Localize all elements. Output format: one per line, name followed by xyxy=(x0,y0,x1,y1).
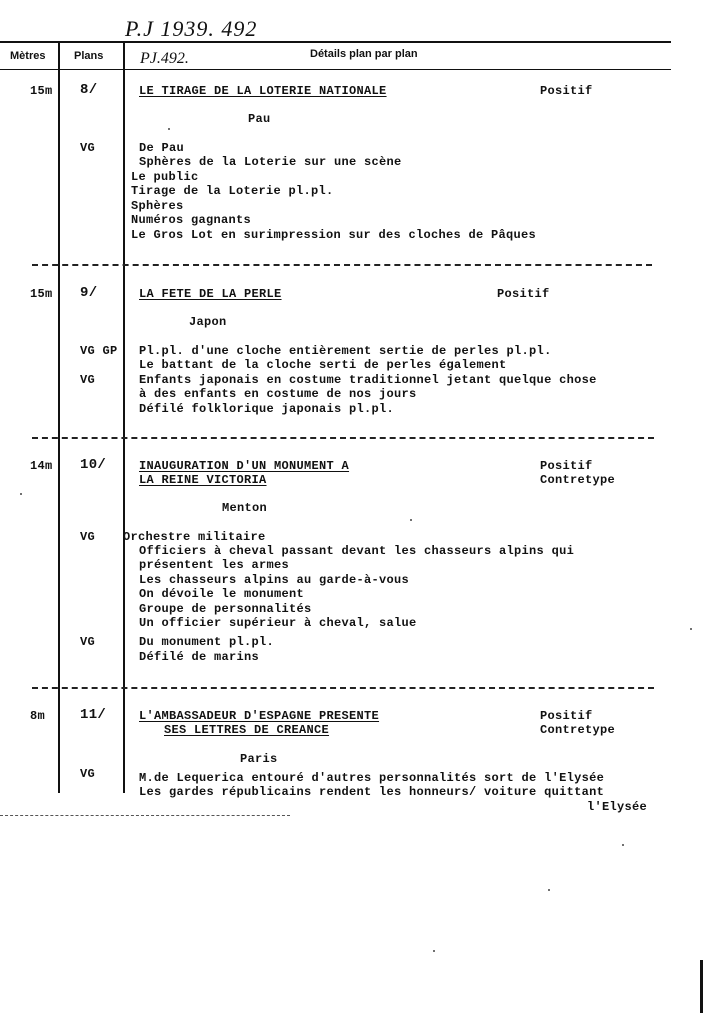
shot-plan: VG xyxy=(80,530,96,544)
entry-type: Positif xyxy=(540,84,593,98)
shot-line: Le battant de la cloche serti de perles également xyxy=(139,358,507,372)
entry-number: 11/ xyxy=(80,707,107,723)
shot-line: Le public xyxy=(131,170,199,184)
handwritten-plans-note: PJ.492. xyxy=(140,50,189,67)
entry-type: Contretype xyxy=(540,473,616,487)
shot-line: Défilé de marins xyxy=(139,650,260,664)
shot-line: On dévoile le monument xyxy=(139,587,305,601)
shot-plan: VG xyxy=(80,635,96,649)
shot-plan: VG xyxy=(80,767,96,781)
shot-line: Un officier supérieur à cheval, salue xyxy=(139,616,417,630)
entry-number: 10/ xyxy=(80,457,107,473)
shot-line: Les chasseurs alpins au garde-à-vous xyxy=(139,573,410,587)
entry-separator xyxy=(32,687,654,689)
header-rule-top xyxy=(0,41,671,43)
scan-edge-mark xyxy=(700,960,703,1013)
scan-speck xyxy=(20,493,22,495)
entry-type: Positif xyxy=(540,459,593,473)
entry-metres: 15m xyxy=(30,287,53,301)
shot-plan: VG GP xyxy=(80,344,118,358)
footer-separator xyxy=(0,815,290,816)
entry-title: LA FETE DE LA PERLE xyxy=(139,287,282,301)
column-header-details: Détails plan par plan xyxy=(310,48,418,60)
shot-line: Défilé folklorique japonais pl.pl. xyxy=(139,402,395,416)
shot-line: Officiers à cheval passant devant les chasseurs alpins qui xyxy=(139,544,575,558)
entry-title: LA REINE VICTORIA xyxy=(139,473,267,487)
header-rule-bottom xyxy=(0,69,671,70)
shot-line: l'Elysée xyxy=(587,800,648,814)
scan-speck xyxy=(690,628,692,630)
entry-type: Contretype xyxy=(540,723,616,737)
shot-line: Du monument pl.pl. xyxy=(139,635,275,649)
entry-number: 8/ xyxy=(80,82,98,98)
shot-line: Sphères xyxy=(131,199,184,213)
entry-location: Menton xyxy=(222,501,268,515)
entry-location: Japon xyxy=(189,315,227,329)
column-divider-2 xyxy=(123,43,125,793)
entry-title: INAUGURATION D'UN MONUMENT A xyxy=(139,459,350,473)
entry-separator xyxy=(32,264,652,266)
shot-line: Enfants japonais en costume traditionnel jetant quelque chose xyxy=(139,373,597,387)
handwritten-reference: P.J 1939. 492 xyxy=(125,16,258,41)
entry-title: LE TIRAGE DE LA LOTERIE NATIONALE xyxy=(139,84,387,98)
shot-line: Numéros gagnants xyxy=(131,213,252,227)
shot-line: M.de Lequerica entouré d'autres personnalités sort de l'Elysée xyxy=(139,771,605,785)
shot-plan: VG xyxy=(80,373,96,387)
scan-speck xyxy=(548,889,550,891)
entry-title: SES LETTRES DE CREANCE xyxy=(164,723,330,737)
shot-line: Tirage de la Loterie pl.pl. xyxy=(131,184,334,198)
entry-separator xyxy=(32,437,654,439)
shot-line: Le Gros Lot en surimpression sur des cloches de Pâques xyxy=(131,228,537,242)
scan-speck xyxy=(168,128,170,130)
shot-line: présentent les armes xyxy=(139,558,290,572)
column-divider-1 xyxy=(58,43,60,793)
entry-metres: 14m xyxy=(30,459,53,473)
column-header-metres: Mètres xyxy=(10,50,46,62)
scan-speck xyxy=(433,950,435,952)
entry-metres: 15m xyxy=(30,84,53,98)
entry-metres: 8m xyxy=(30,709,46,723)
shot-line: Orchestre militaire xyxy=(123,530,266,544)
scan-speck xyxy=(622,844,624,846)
shot-line: Les gardes républicains rendent les honneurs/ voiture quittant xyxy=(139,785,605,799)
entry-type: Positif xyxy=(497,287,550,301)
entry-location: Pau xyxy=(248,112,271,126)
shot-line: Sphères de la Loterie sur une scène xyxy=(139,155,402,169)
scan-speck xyxy=(410,519,412,521)
entry-type: Positif xyxy=(540,709,593,723)
shot-line: De Pau xyxy=(139,141,185,155)
shot-line: à des enfants en costume de nos jours xyxy=(139,387,417,401)
entry-location: Paris xyxy=(240,752,278,766)
shot-line: Pl.pl. d'une cloche entièrement sertie de perles pl.pl. xyxy=(139,344,552,358)
shot-line: Groupe de personnalités xyxy=(139,602,312,616)
entry-number: 9/ xyxy=(80,285,98,301)
column-header-plans: Plans xyxy=(74,50,104,62)
entry-title: L'AMBASSADEUR D'ESPAGNE PRESENTE xyxy=(139,709,380,723)
shot-plan: VG xyxy=(80,141,96,155)
